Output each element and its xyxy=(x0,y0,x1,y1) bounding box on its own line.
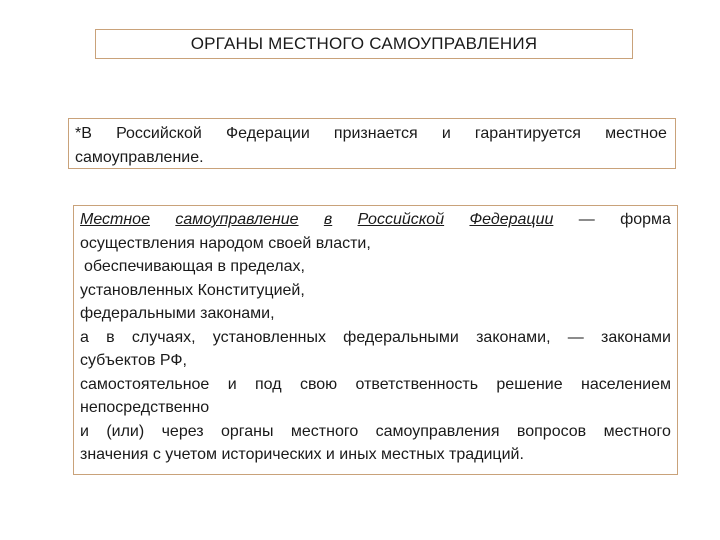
intro-word: местное xyxy=(605,125,667,142)
definition-line-3: обеспечивающая в пределах, xyxy=(84,258,305,275)
definition-line-9: непосредственно xyxy=(80,399,210,416)
definition-word: местного xyxy=(603,422,671,440)
definition-word: через xyxy=(161,422,204,440)
definition-word: (или) xyxy=(106,422,145,440)
intro-word: признается xyxy=(333,125,418,142)
definition-word: в xyxy=(106,328,115,346)
definition-word: ответственность xyxy=(355,375,479,393)
slide-title: ОРГАНЫ МЕСТНОГО САМОУПРАВЛЕНИЯ xyxy=(190,34,538,53)
term-word: Федерации xyxy=(469,211,554,228)
definition-word: — xyxy=(578,211,595,228)
term-word: в xyxy=(323,211,333,228)
term-word: Местное xyxy=(80,211,150,228)
definition-line-5: федеральными законами, xyxy=(80,305,275,322)
definition-word: федеральными xyxy=(343,328,459,346)
definition-word: случаях, xyxy=(131,328,196,346)
definition-line-4: установленных Конституцией, xyxy=(80,281,305,299)
intro-word: гарантируется xyxy=(474,125,581,142)
term-word: самоуправление xyxy=(175,211,299,228)
definition-word: форма xyxy=(620,211,671,228)
definition-word: свою xyxy=(299,375,338,393)
definition-word: и xyxy=(80,422,89,440)
intro-box xyxy=(68,118,676,169)
intro-word: Федерации xyxy=(225,125,310,142)
intro-word: и xyxy=(441,125,451,142)
definition-word: законами, xyxy=(476,328,551,346)
definition-word: а xyxy=(80,328,89,346)
definition-word: законами xyxy=(601,328,671,346)
intro-word: *В xyxy=(75,125,92,142)
definition-word: решение xyxy=(496,375,563,393)
slide-title-box xyxy=(95,29,633,59)
definition-word: населением xyxy=(580,375,671,393)
intro-line-2: самоуправление. xyxy=(75,148,204,166)
intro-line-1 xyxy=(75,122,667,146)
definition-word: самостоятельное xyxy=(80,375,210,393)
definition-word: вопросов xyxy=(516,422,587,440)
definition-line-2: осуществления народом своей власти, xyxy=(80,234,371,252)
definition-word: под xyxy=(255,375,282,393)
definition-word: самоуправления xyxy=(375,422,500,440)
definition-box xyxy=(73,205,678,475)
definition-word: — xyxy=(567,328,584,346)
definition-word: установленных xyxy=(212,328,326,346)
definition-line-11: значения с учетом исторических и иных местных традиций. xyxy=(80,446,524,463)
definition-word: и xyxy=(227,375,237,393)
definition-line-6 xyxy=(80,326,671,350)
definition-word: местного xyxy=(290,422,359,440)
definition-word: органы xyxy=(221,422,274,440)
definition-line-7: субъектов РФ, xyxy=(80,352,187,369)
definition-line-10 xyxy=(80,420,671,444)
definition-line-8 xyxy=(80,373,671,397)
definition-line-1 xyxy=(80,208,671,232)
term-word: Российской xyxy=(357,211,445,228)
intro-word: Российской xyxy=(116,125,202,142)
